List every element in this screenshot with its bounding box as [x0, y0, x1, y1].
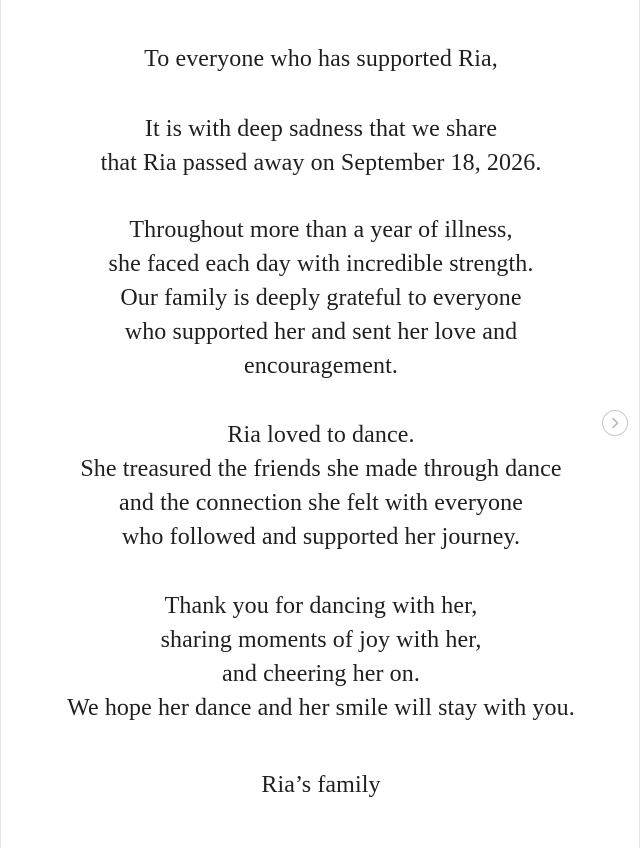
signature: Ria’s family — [261, 772, 381, 798]
paragraph-3-line-4: who followed and supported her journey. — [121, 524, 521, 550]
carousel-next-button[interactable] — [602, 410, 628, 436]
paragraph-3-line-2: She treasured the friends she made through dance — [80, 456, 562, 482]
paragraph-1-line-2: that Ria passed away on September 18, 2026. — [100, 150, 542, 176]
paragraph-2-line-1: Throughout more than a year of illness, — [129, 217, 513, 243]
paragraph-4-line-1: Thank you for dancing with her, — [164, 593, 478, 619]
paragraph-4-line-4: We hope her dance and her smile will stay with you. — [67, 695, 575, 721]
paragraph-1-line-1: It is with deep sadness that we share — [144, 116, 498, 142]
paragraph-2-line-2: she faced each day with incredible strength. — [108, 251, 534, 277]
paragraph-4-line-2: sharing moments of joy with her, — [160, 627, 482, 653]
paragraph-3-line-1: Ria loved to dance. — [227, 422, 415, 448]
chevron-right-icon — [610, 417, 620, 429]
paragraph-4-line-3: and cheering her on. — [222, 661, 420, 687]
paragraph-2-line-3: Our family is deeply grateful to everyone — [120, 285, 522, 311]
salutation: To everyone who has supported Ria, — [144, 46, 498, 72]
paragraph-2-line-5: encouragement. — [244, 353, 398, 379]
paragraph-3-line-3: and the connection she felt with everyone — [119, 490, 523, 516]
paragraph-2-line-4: who supported her and sent her love and — [124, 319, 518, 345]
